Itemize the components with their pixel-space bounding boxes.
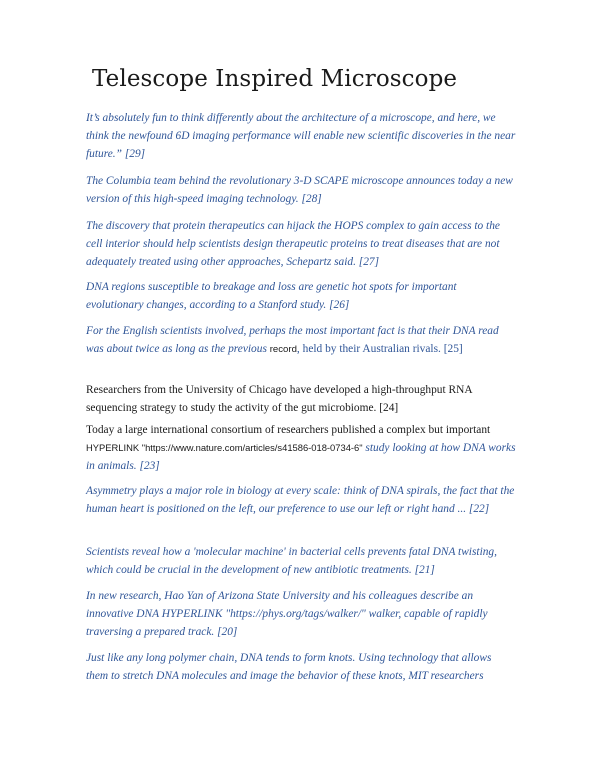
nature-hyperlink[interactable]: HYPERLINK "https://www.nature.com/articles/s41586-018-0734-6" — [86, 442, 363, 453]
paragraph-8: Asymmetry plays a major role in biology at every scale: think of DNA spirals, the fact that the human heart is positioned on the left, our preference to use our left or right hand ... [22] — [86, 485, 515, 515]
paragraph-5-text-a: For the English scientists involved, perhaps the most important fact is that their DNA read was about twice as long as the previous — [86, 325, 499, 355]
paragraph-11: Just like any long polymer chain, DNA tends to form knots. Using technology that allows them to stretch DNA molecules and image the behavior of these knots, MIT researchers — [86, 652, 492, 682]
paragraph-2: The Columbia team behind the revolutionary 3-D SCAPE microscope announces today a new version of this high-speed imaging technology. [28] — [86, 175, 513, 205]
record-link[interactable]: record — [269, 344, 297, 355]
paragraph-4: DNA regions susceptible to breakage and loss are genetic hot spots for important evolutionary changes, according to a Stanford study. [26] — [86, 281, 457, 311]
paragraph-10: In new research, Hao Yan of Arizona State University and his colleagues describe an innovative DNA HYPERLINK "https://phys.org/tags/walker/" walker, capable of rapidly traversing a prepared track. [20] — [86, 590, 488, 638]
paragraph-7 — [86, 421, 516, 475]
paragraph-9: Scientists reveal how a 'molecular machine' in bacterial cells prevents fatal DNA twisting, which could be crucial in the development of new antibiotic treatments. [21] — [86, 546, 497, 576]
page-title: Telescope Inspired Microscope — [92, 66, 458, 92]
paragraph-7-text-c: study looking at how DNA works in animals. [23] — [86, 442, 516, 472]
paragraph-1: It’s absolutely fun to think differently about the architecture of a microscope, and here, we think the newfound 6D imaging performance will enable new scientific discoveries in the near future.” [29] — [86, 112, 516, 160]
paragraph-5 — [86, 322, 516, 359]
paragraph-3: The discovery that protein therapeutics can hijack the HOPS complex to gain access to the cell interior should help scientists design therapeutic proteins to treat diseases that are not adequately treated using other approaches, Schepartz said. [27] — [86, 220, 500, 268]
paragraph-6: Researchers from the University of Chicago have developed a high-throughput RNA sequencing strategy to study the activity of the gut microbiome. [24] — [86, 384, 472, 414]
paragraph-5-text-c: , held by their Australian rivals. [25] — [296, 343, 463, 355]
paragraph-7-text-a: Today a large international consortium of researchers published a complex but important — [86, 424, 491, 436]
